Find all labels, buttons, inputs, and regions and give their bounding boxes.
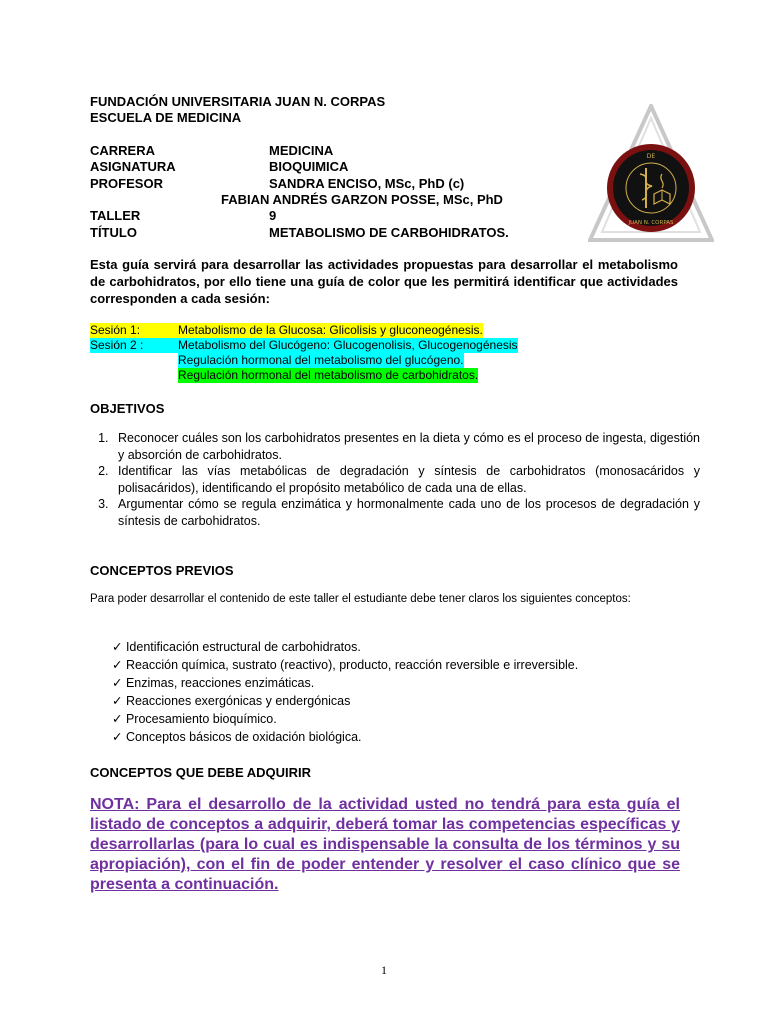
value-profesor-1: SANDRA ENCISO, MSc, PhD (c) — [269, 176, 465, 191]
conceptos-previos-intro: Para poder desarrollar el contenido de este taller el estudiante debe tener claros los siguientes conceptos: — [90, 593, 631, 605]
list-item: ✓ Procesamiento bioquímico. — [112, 712, 277, 726]
value-taller: 9 — [269, 208, 277, 223]
list-item: ✓ Reacciones exergónicas y endergónicas — [112, 694, 351, 708]
section-title-conceptos-adquirir: CONCEPTOS QUE DEBE ADQUIRIR — [90, 765, 312, 780]
section-title-conceptos-previos: CONCEPTOS PREVIOS — [90, 563, 234, 578]
list-item: ✓ Identificación estructural de carbohidratos. — [112, 640, 361, 654]
list-item: 1. Reconocer cuáles son los carbohidratos presentes en la dieta y cómo es el proceso de ingesta, digestión y absorción de carbohidratos. — [112, 430, 700, 463]
session-2-line-3: Regulación hormonal del metabolismo de carbohidratos. — [178, 368, 479, 382]
session-1-text: Metabolismo de la Glucosa: Glicolisis y gluconeogénesis. — [178, 323, 483, 337]
list-item: 3. Argumentar cómo se regula enzimática y hormonalmente cada uno de los procesos de degradación y síntesis de carbohidratos. — [112, 496, 700, 529]
value-asignatura: BIOQUIMICA — [269, 159, 349, 174]
institution-name: FUNDACIÓN UNIVERSITARIA JUAN N. CORPAS — [90, 94, 386, 109]
label-profesor: PROFESOR — [90, 176, 163, 191]
list-item: ✓ Conceptos básicos de oxidación biológica. — [112, 730, 362, 744]
objectives-list — [90, 430, 700, 529]
label-carrera: CARRERA — [90, 143, 155, 158]
session-1-label: Sesión 1: — [90, 323, 178, 338]
value-profesor-2: FABIAN ANDRÉS GARZON POSSE, MSc, PhD — [221, 192, 503, 207]
svg-text:JUAN N. CORPAS: JUAN N. CORPAS — [628, 220, 674, 226]
intro-paragraph: Esta guía servirá para desarrollar las actividades propuestas para desarrollar el metabolismo de carbohidratos, por ello tiene una guía de color que les permitirá identificar que actividades corresponden a cada sesión: — [90, 257, 678, 306]
session-2-text: Metabolismo del Glucógeno: Glucogenolisis, Glucogenogénesis — [178, 338, 518, 352]
school-name: ESCUELA DE MEDICINA — [90, 110, 242, 125]
section-title-objetivos: OBJETIVOS — [90, 401, 165, 416]
value-titulo: METABOLISMO DE CARBOHIDRATOS. — [269, 225, 509, 240]
nota-paragraph: NOTA: Para el desarrollo de la actividad usted no tendrá para esta guía el listado de conceptos a adquirir, deberá tomar las competencias específicas y desarrollarlas (para lo cual es indispensable la consulta de los términos y su apropiación), con el fin de poder entender y resolver el caso clínico que se presenta a continuación. — [90, 796, 680, 893]
label-titulo: TÍTULO — [90, 225, 137, 240]
list-item: 2. Identificar las vías metabólicas de degradación y síntesis de carbohidratos (monosacáridos y polisacáridos), identificando el propósito metabólico de cada una de ellas. — [112, 463, 700, 496]
list-item: ✓ Reacción química, sustrato (reactivo), producto, reacción reversible e irreversible. — [112, 658, 579, 672]
svg-text:DE: DE — [646, 153, 656, 160]
list-item: ✓ Enzimas, reacciones enzimáticas. — [112, 676, 315, 690]
value-carrera: MEDICINA — [269, 143, 334, 158]
university-seal-logo — [588, 104, 714, 244]
label-taller: TALLER — [90, 208, 141, 223]
session-2-line-2: Regulación hormonal del metabolismo del glucógeno. — [178, 353, 464, 367]
session-2-label: Sesión 2 : — [90, 338, 178, 353]
page-number: 1 — [381, 963, 387, 977]
prior-concepts-list — [112, 638, 578, 746]
label-asignatura: ASIGNATURA — [90, 159, 176, 174]
